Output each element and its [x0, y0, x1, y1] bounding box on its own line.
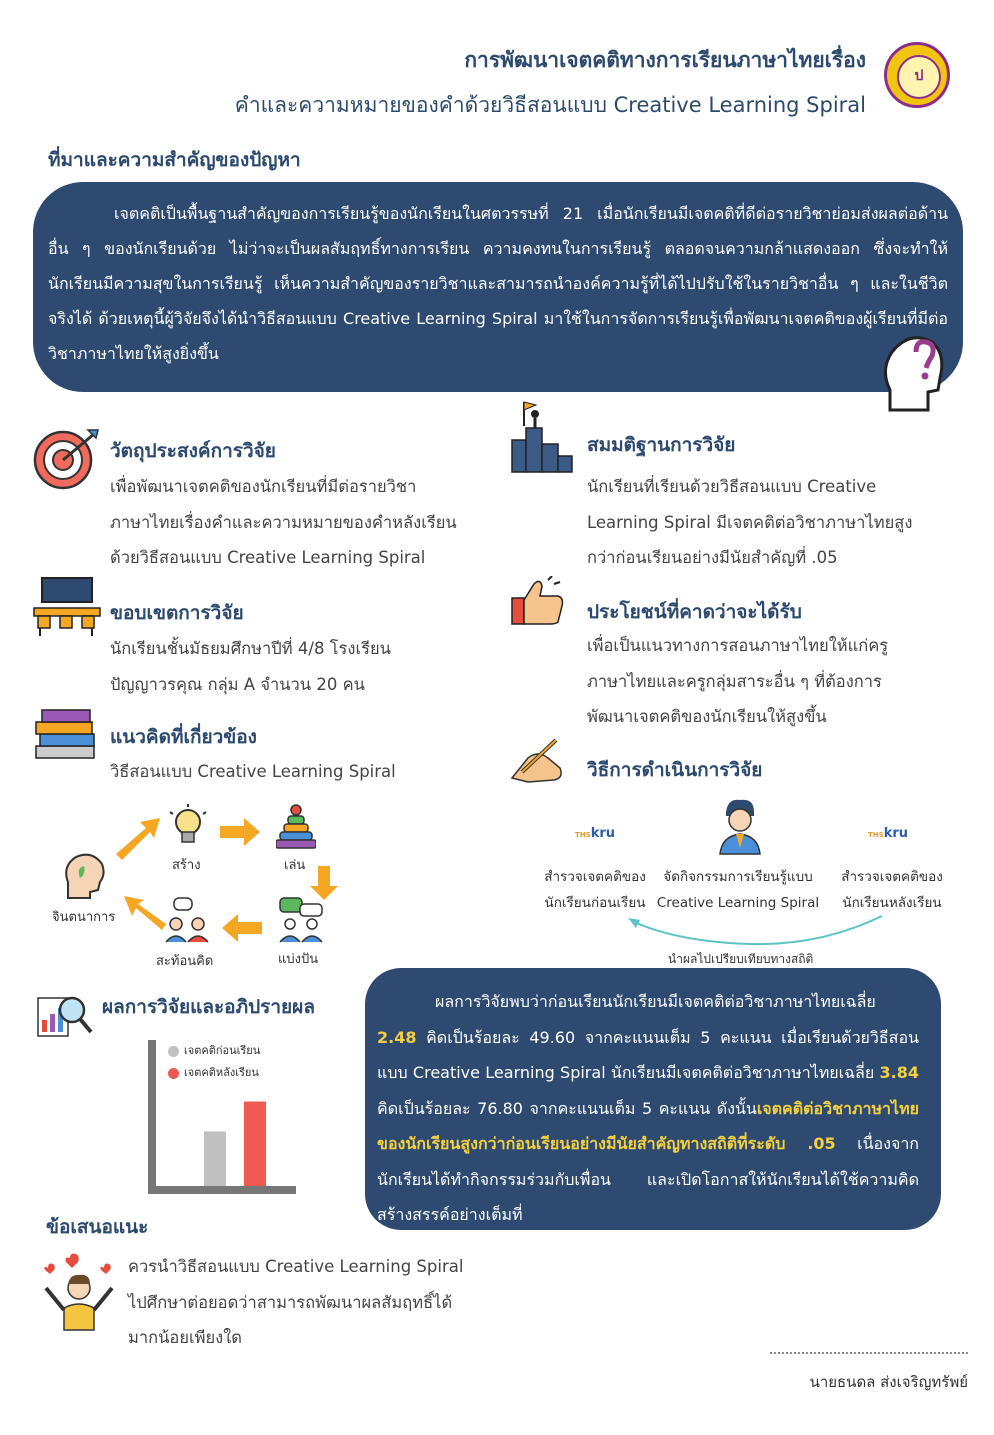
concept-heading: แนวคิดที่เกี่ยวข้อง: [110, 726, 257, 748]
compare-label: นำผลไปเปรียบเทียบทางสถิติ: [668, 952, 814, 966]
hypothesis-text: นักเรียนที่เรียนด้วยวิธีสอนแบบ Creative Learning Spiral มีเจตคติต่อวิชาภาษาไทยสูง กว่าก่อนเรียนอย่างมีนัยสำคัญที่ .05: [587, 477, 913, 567]
cycle-create-label: สร้าง: [172, 858, 201, 873]
teacher-avatar-icon: [718, 798, 762, 856]
method-heading: วิธีการดำเนินการวิจัย: [587, 759, 763, 781]
chart-legend-before: เจตคติก่อนเรียน: [168, 1041, 260, 1059]
analytics-magnifier-icon: [36, 992, 94, 1040]
objective-text: เพื่อพัฒนาเจตคติของนักเรียนที่มีต่อรายวิชา ภาษาไทยเรื่องคำและความหมายของคำหลังเรียน ด้วยวิธีสอนแบบ Creative Learning Spiral: [110, 477, 457, 567]
method-step-activity: จัดกิจกรรมการเรียนรู้แบบ Creative Learning Spiral: [656, 869, 820, 911]
background-heading: ที่มาและความสำคัญของปัญหา: [48, 149, 301, 171]
cycle-play-label: เล่น: [284, 858, 306, 873]
page-title-line2: คำและความหมายของคำด้วยวิธีสอนแบบ Creative Learning Spiral: [234, 93, 866, 117]
chart-bar-before: [204, 1131, 226, 1186]
chart-bar-after: [244, 1102, 266, 1186]
head-leaf-icon: [62, 852, 106, 900]
classroom-icon: [32, 576, 102, 638]
results-heading: ผลการวิจัยและอภิปรายผล: [102, 996, 315, 1018]
benefit-text: เพื่อเป็นแนวทางการสอนภาษาไทยให้แก่ครู ภาษาไทยและครูกลุ่มสาระอื่น ๆ ที่ต้องการ พัฒนาเจตคติของนักเรียนให้สูงขึ้น: [587, 636, 889, 726]
mountain-flag-icon: [510, 400, 576, 474]
objective-heading: วัตถุประสงค์การวิจัย: [110, 440, 276, 462]
page-title-line1: การพัฒนาเจตคติทางการเรียนภาษาไทยเรื่อง: [464, 48, 866, 72]
suggestion-heading: ข้อเสนอแนะ: [46, 1216, 149, 1238]
scope-text: นักเรียนชั้นมัธยมศึกษาปีที่ 4/8 โรงเรียน ปัญญาวรคุณ กลุ่ม A จำนวน 20 คน: [110, 639, 391, 694]
hypothesis-heading: สมมติฐานการวิจัย: [587, 434, 736, 456]
method-step-pre: สำรวจเจตคติของ นักเรียนก่อนเรียน: [544, 869, 646, 911]
method-step-post: สำรวจเจตคติของ นักเรียนหลังเรียน: [841, 869, 943, 911]
results-text: ผลการวิจัยพบว่าก่อนเรียนนักเรียนมีเจตคติต่อวิชาภาษาไทยเฉลี่ย 2.48 คิดเป็นร้อยละ 49.60 จากคะแนนเต็ม 5 คะแนน เมื่อเรียนด้วยวิธีสอนแบบ Creative Learning Spiral นักเรียนมีเจตคติต่อวิชาภาษาไทยเฉลี่ย 3.84 คิดเป็นร้อยละ 76.80 จากคะแนนเต็ม 5 คะแนน ดังนั้นเจตคติต่อวิชาภาษาไทยของนักเรียนสูงกว่าก่อนเรียนอย่างมีนัยสำคัญทางสถิติที่ระดับ .05 เนื่องจากนักเรียนได้ทำกิจกรรมร่วมกับเพื่อน และเปิดโอกาสให้นักเรียนได้ใช้ความคิดสร้างสรรค์อย่างเต็มที่: [377, 992, 919, 1224]
target-icon: [32, 428, 102, 490]
signature-name: นายธนดล ส่งเจริญทรัพย์: [809, 1373, 968, 1391]
thumbs-up-icon: [510, 576, 566, 628]
thskru-logo-left: THSkru: [575, 826, 615, 841]
benefit-heading: ประโยชน์ที่คาดว่าจะได้รับ: [587, 601, 802, 623]
cycle-imagine-label: จินตนาการ: [52, 910, 116, 925]
scope-heading: ขอบเขตการวิจัย: [110, 602, 244, 624]
signature-line: [770, 1352, 968, 1354]
thskru-logo-right: THSkru: [868, 826, 908, 841]
books-icon: [34, 706, 98, 764]
cycle-share-label: แบ่งปัน: [278, 952, 319, 967]
cycle-reflect-label: สะท้อนคิด: [156, 954, 214, 969]
background-text: เจตคติเป็นพื้นฐานสำคัญของการเรียนรู้ของนักเรียนในศตวรรษที่ 21 เมื่อนักเรียนมีเจตคติที่ดีต่อรายวิชาย่อมส่งผลต่อด้านอื่น ๆ ของนักเรียนด้วย ไม่ว่าจะเป็นผลสัมฤทธิ์ทางการเรียน ความคงทนในการเรียนรู้ ตลอดจนความกล้าแสดงออก ซึ่งจะทำให้นักเรียนมีความสุขในการเรียนรู้ เห็นความสำคัญของรายวิชาและสามารถนำองค์ความรู้ที่ได้ไปปรับใช้ในรายวิชาอื่น ๆ และในชีวิตจริงได้ ด้วยเหตุนี้ผู้วิจัยจึงได้นำวิธีสอนแบบ Creative Learning Spiral มาใช้ในการจัดการเรียนรู้เพื่อพัฒนาเจตคติของผู้เรียนที่มีต่อวิชาภาษาไทยให้สูงยิ่งขึ้น: [48, 204, 948, 363]
chart-legend-after: เจตคติหลังเรียน: [168, 1063, 259, 1081]
happy-person-hearts-icon: [40, 1252, 118, 1332]
suggestion-text: ควรนำวิธีสอนแบบ Creative Learning Spiral ไปศึกษาต่อยอดว่าสามารถพัฒนาผลสัมฤทธิ์ได้ มากน้อยเพียงใด: [128, 1257, 464, 1347]
writing-hand-icon: [508, 738, 568, 784]
cycle-arrows: [112, 812, 342, 952]
compare-arrow: [620, 910, 890, 946]
concept-text: วิธีสอนแบบ Creative Learning Spiral: [110, 762, 396, 781]
school-logo-icon: ป: [884, 42, 950, 108]
